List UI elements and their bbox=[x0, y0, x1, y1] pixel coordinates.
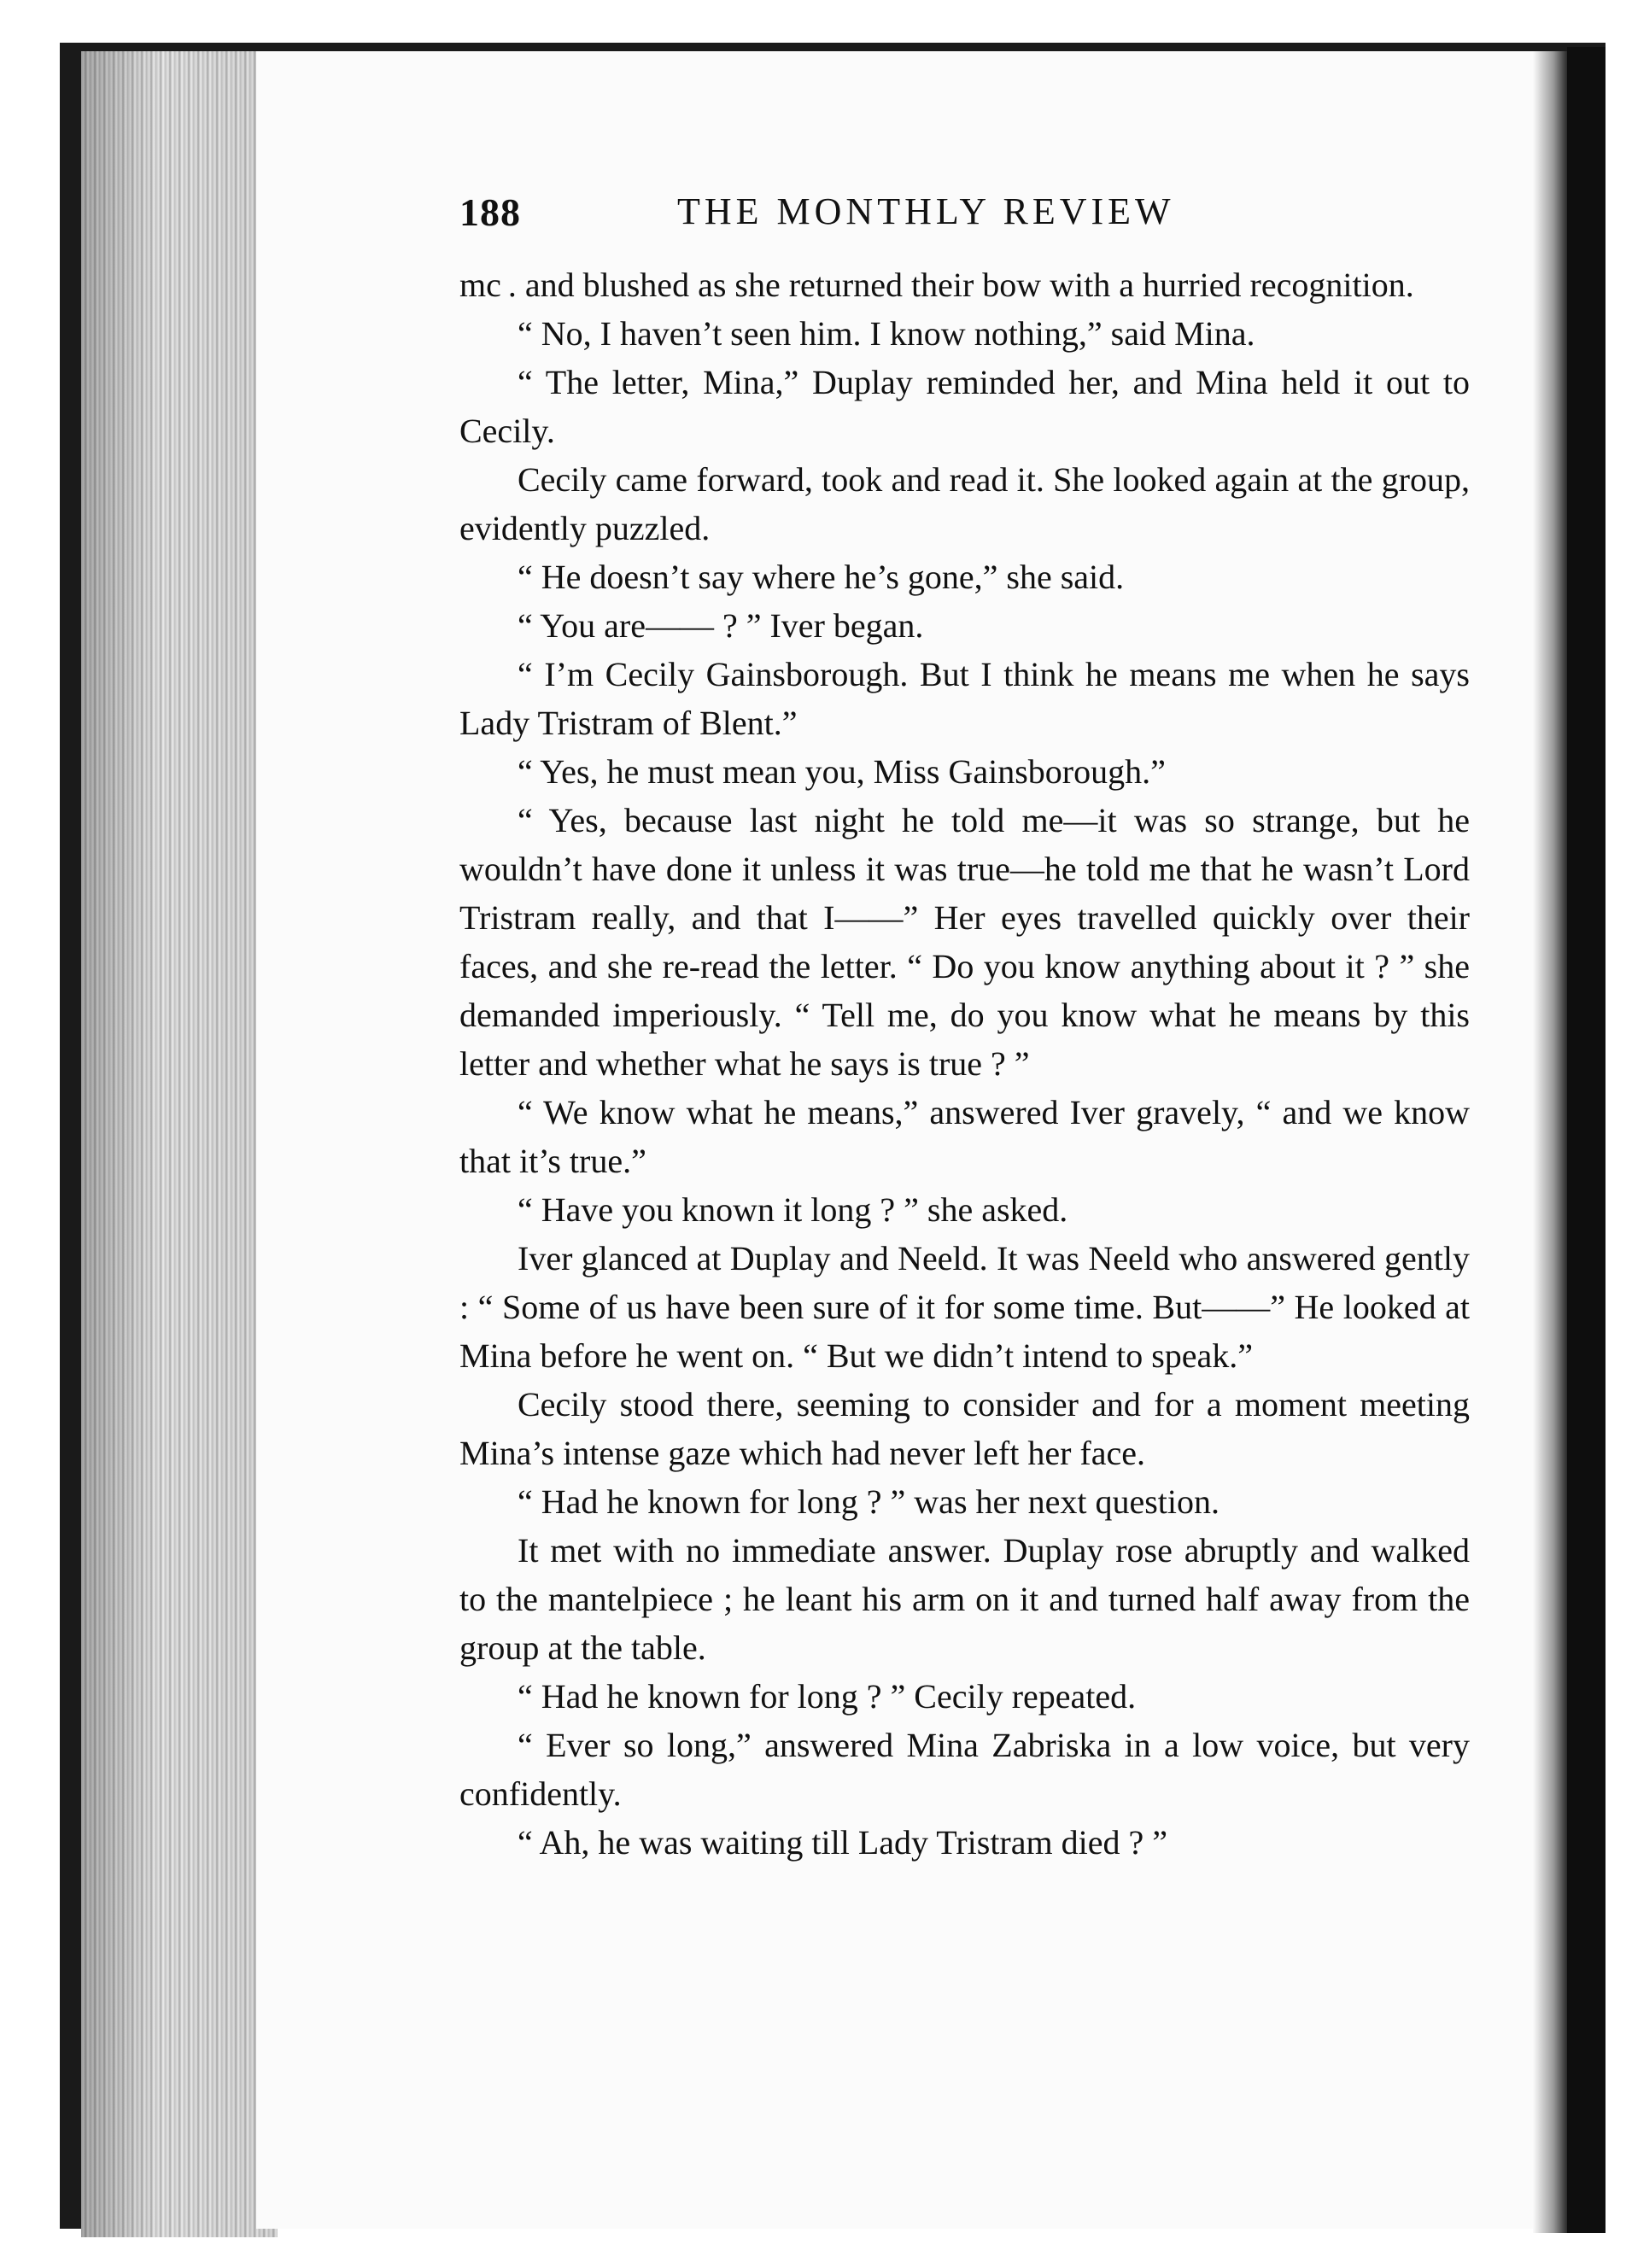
paragraph: “ You are—— ? ” Iver began. bbox=[518, 606, 924, 645]
paragraph: “ The letter, Mina,” Duplay reminded her, and Mina held it out to Cecily. bbox=[459, 363, 1470, 450]
page-number: 188 bbox=[459, 190, 521, 234]
body-text bbox=[459, 260, 1470, 1867]
paragraph: It met with no immediate answer. Duplay rose abruptly and walked to the mantelpiece ; he leant his arm on it and turned half away from the group at the table. bbox=[459, 1531, 1470, 1667]
paragraph: “ Yes, he must mean you, Miss Gainsborough.” bbox=[518, 752, 1166, 791]
spine-shadow bbox=[1533, 51, 1567, 2233]
paragraph: “ Yes, because last night he told me—it was so strange, but he wouldn’t have done it unless it was true—he told me that he wasn’t Lord Tristram really, and that I——” Her eyes travelled quickly over their faces, and she re-read the letter. “ Do you know anything about it ? ” she demanded imperiously. “ Tell me, do you know what he means by this letter and whether what he says is true ? ” bbox=[459, 801, 1470, 1083]
paragraph: mc . and blushed as she returned their bow with a hurried recognition. bbox=[459, 266, 1414, 304]
paragraph: Cecily came forward, took and read it. She looked again at the group, evidently puzzled. bbox=[459, 460, 1470, 547]
page-header bbox=[459, 190, 1399, 241]
paragraph: “ Ever so long,” answered Mina Zabriska in a low voice, but very confidently. bbox=[459, 1726, 1470, 1813]
paragraph: “ Ah, he was waiting till Lady Tristram died ? ” bbox=[518, 1823, 1167, 1862]
paragraph: “ Have you known it long ? ” she asked. bbox=[518, 1190, 1068, 1229]
paragraph: “ We know what he means,” answered Iver gravely, “ and we know that it’s true.” bbox=[459, 1093, 1470, 1180]
running-title: THE MONTHLY REVIEW bbox=[677, 190, 1175, 232]
page-edges-shadow bbox=[81, 51, 278, 2237]
scan-right-border bbox=[1567, 47, 1606, 2233]
paragraph: “ Had he known for long ? ” Cecily repeated. bbox=[518, 1677, 1137, 1716]
paragraph: “ He doesn’t say where he’s gone,” she said. bbox=[518, 558, 1125, 596]
paragraph: “ No, I haven’t seen him. I know nothing,” said Mina. bbox=[518, 314, 1255, 353]
paragraph: “ I’m Cecily Gainsborough. But I think he means me when he says Lady Tristram of Blent.” bbox=[459, 655, 1470, 742]
paragraph: Iver glanced at Duplay and Neeld. It was Neeld who answered gently : “ Some of us have been sure of it for some time. But——” He looked at Mina before he went on. “ But we didn’t intend to speak.” bbox=[459, 1239, 1470, 1375]
paragraph: Cecily stood there, seeming to consider and for a moment meeting Mina’s intense gaze which had never left her face. bbox=[459, 1385, 1470, 1472]
paragraph: “ Had he known for long ? ” was her next question. bbox=[518, 1482, 1220, 1521]
